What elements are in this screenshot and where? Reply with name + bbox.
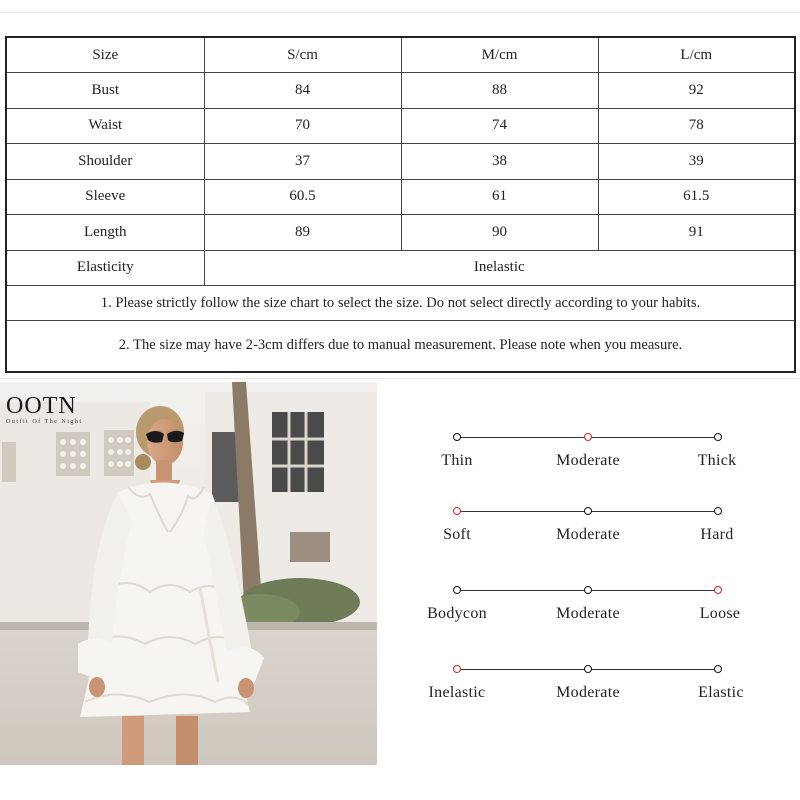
note-row [6,286,795,321]
scale-dot-icon [714,433,722,441]
brand-name: OOTN [6,393,77,419]
table-cell: 90 [401,215,598,251]
table-row [6,108,795,144]
table-row [6,73,795,109]
table-header-row [6,37,795,73]
scale-dot-icon [453,586,461,594]
model-photo-illustration [0,382,377,765]
scale-label: Elastic [698,684,744,701]
scale-dot-icon [453,433,461,441]
background-rule [0,378,800,379]
row-label: Length [6,215,204,251]
scale-dot-icon [584,665,592,673]
scale-dot-icon [584,433,592,441]
size-note: 1. Please strictly follow the size chart to select the size. Do not select directly according to your habits. [6,286,795,321]
row-label: Sleeve [6,179,204,215]
fit-scale [420,584,760,634]
table-row [6,144,795,180]
table-row [6,215,795,251]
scale-label: Moderate [556,526,620,543]
table-cell: 88 [401,73,598,109]
size-note: 2. The size may have 2-3cm differs due to manual measurement. Please note when you measure. [6,321,795,372]
note-row [6,321,795,372]
table-cell: 91 [598,215,795,251]
table-row [6,179,795,215]
scale-dot-icon [584,507,592,515]
elasticity-scale [420,663,760,713]
table-cell: 70 [204,108,401,144]
table-cell: 39 [598,144,795,180]
table-cell: 60.5 [204,179,401,215]
scale-dot-icon [453,507,461,515]
scale-label: Moderate [556,452,620,469]
column-header: M/cm [401,37,598,73]
scale-dot-icon [584,586,592,594]
background-rule [0,12,800,13]
thickness-scale [420,431,760,481]
brand-tagline: Outfit Of The Night [6,419,83,425]
scale-label: Loose [699,605,741,622]
table-cell: 61.5 [598,179,795,215]
column-header: S/cm [204,37,401,73]
row-label: Elasticity [6,250,204,286]
size-chart-table [5,36,796,373]
column-header: L/cm [598,37,795,73]
table-cell: 92 [598,73,795,109]
table-cell: 74 [401,108,598,144]
table-cell: 89 [204,215,401,251]
table-cell: 84 [204,73,401,109]
row-label: Waist [6,108,204,144]
column-header: Size [6,37,204,73]
scale-dot-icon [714,507,722,515]
row-label: Shoulder [6,144,204,180]
scale-label: Soft [443,526,471,543]
table-cell: 61 [401,179,598,215]
scale-label: Moderate [556,605,620,622]
scale-dot-icon [714,586,722,594]
row-label: Bust [6,73,204,109]
table-cell: 78 [598,108,795,144]
scale-label: Thin [441,452,473,469]
scale-dot-icon [714,665,722,673]
scale-label: Bodycon [427,605,487,622]
scale-label: Thick [697,452,737,469]
scale-label: Hard [700,526,734,543]
scale-label: Moderate [556,684,620,701]
softness-scale [420,505,760,555]
table-cell: 38 [401,144,598,180]
brand-logo [6,394,83,425]
scale-dot-icon [453,665,461,673]
elasticity-row [6,250,795,286]
elasticity-value: Inelastic [204,250,795,286]
product-photo [0,382,377,765]
scale-label: Inelastic [428,684,486,701]
table-cell: 37 [204,144,401,180]
